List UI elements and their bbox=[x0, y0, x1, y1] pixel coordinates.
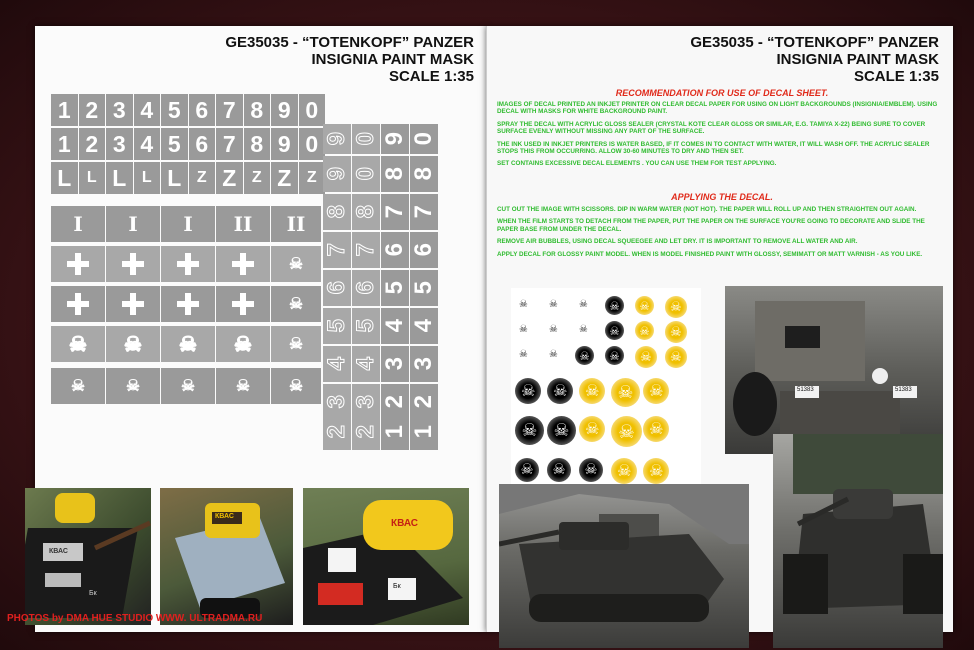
vertical-digit-cell bbox=[381, 156, 409, 192]
vertical-digit-cell bbox=[323, 270, 351, 306]
recommendation-title: RECOMMENDATION FOR USE OF DECAL SHEET. bbox=[615, 88, 829, 98]
skull-decal: ☠ bbox=[515, 378, 541, 404]
balkenkreuz-icon bbox=[122, 253, 144, 275]
skull-decal: ☠ bbox=[635, 346, 657, 368]
vertical-digit-cell bbox=[323, 232, 351, 268]
balkenkreuz-icon bbox=[232, 253, 254, 275]
mask-insignia-cell: II bbox=[216, 206, 270, 242]
vertical-digit: 6 bbox=[410, 243, 437, 257]
mask-digit: 1 bbox=[51, 128, 78, 160]
vertical-digit-cell bbox=[410, 270, 438, 306]
vertical-digit-cell bbox=[410, 124, 438, 154]
mask-letter: Z bbox=[244, 162, 271, 194]
vertical-digit-cell bbox=[381, 124, 409, 154]
vertical-digit: 4 bbox=[352, 357, 379, 371]
vertical-digit: 2 bbox=[410, 395, 437, 409]
photo-2-svg bbox=[160, 488, 293, 625]
vertical-digit: 8 bbox=[323, 205, 350, 219]
mask-digit: 0 bbox=[299, 94, 326, 126]
mask-insignia-cell: I bbox=[161, 206, 215, 242]
vertical-digit-cell bbox=[352, 194, 380, 230]
vertical-digit-cell bbox=[410, 194, 438, 230]
skull-mask-cell: ☠ bbox=[216, 368, 270, 404]
skull-decal: ☠ bbox=[643, 378, 669, 404]
mask-digit: 8 bbox=[244, 128, 271, 160]
mask-digit: 5 bbox=[161, 128, 188, 160]
balkenkreuz-icon bbox=[67, 293, 89, 315]
mask-letter: Z bbox=[189, 162, 216, 194]
balkenkreuz-icon bbox=[232, 293, 254, 315]
panther-tank-photo-left bbox=[499, 484, 749, 648]
applying-paragraph: REMOVE AIR BUBBLES, USING DECAL SQUEEGEE AND LET DRY. IT IS IMPORTANT TO REMOVE ALL WATER AND AIR. bbox=[497, 238, 858, 246]
mask-insignia-cell: II bbox=[271, 206, 321, 242]
vertical-digit: 3 bbox=[323, 395, 350, 409]
vertical-digit: 5 bbox=[352, 319, 379, 333]
vertical-digit-cell bbox=[410, 308, 438, 344]
vertical-digit: 8 bbox=[410, 167, 437, 181]
vertical-digit: 7 bbox=[410, 205, 437, 219]
skull-decal: ☠ bbox=[515, 416, 544, 445]
skull-decal: ☠ bbox=[575, 346, 594, 365]
skull-decal: ☠ bbox=[575, 296, 592, 313]
vertical-digit-cell bbox=[352, 270, 380, 306]
vertical-digit: 2 bbox=[381, 395, 408, 409]
vertical-digit-cell bbox=[352, 308, 380, 344]
photo-thumbnail-2 bbox=[160, 488, 293, 625]
vertical-digit: 0 bbox=[352, 132, 379, 146]
vertical-digit: 3 bbox=[352, 395, 379, 409]
skull-decal: ☠ bbox=[611, 416, 642, 447]
skull-decal: ☠ bbox=[665, 296, 687, 318]
mask-insignia-cell bbox=[216, 286, 270, 322]
skull-decal: ☠ bbox=[611, 378, 640, 407]
applying-paragraph: APPLY DECAL FOR GLOSSY PAINT MODEL. WHEN IS MODEL FINISHED PAINT WITH GLOSSY, SEMIMATT OR MATT VARNISH - AS YOU LIKE. bbox=[497, 250, 923, 258]
vertical-digit: 7 bbox=[381, 205, 408, 219]
skull-decal: ☠ bbox=[575, 321, 592, 338]
balkenkreuz-icon bbox=[67, 253, 89, 275]
skull-decal: ☠ bbox=[635, 296, 654, 315]
vertical-digit-cell bbox=[410, 346, 438, 382]
applying-paragraph: WHEN THE FILM STARTS TO DETACH FROM THE PAPER, PUT THE PAPER ON THE SURFACE YOU'RE GOING TO DECORATE AND SLIDE THE PAPER BASE FROM UNDER THE DECAL. bbox=[497, 218, 925, 233]
mask-digit: 4 bbox=[134, 94, 161, 126]
vertical-digit: 2 bbox=[352, 425, 379, 439]
title-line-2: INSIGNIA PAINT MASK bbox=[311, 51, 474, 68]
vertical-digit: 4 bbox=[381, 319, 408, 333]
skull-decal: ☠ bbox=[515, 346, 532, 363]
plate-label-1: 51383 bbox=[797, 387, 814, 393]
vertical-digit-cell bbox=[381, 308, 409, 344]
skull-decal: ☠ bbox=[547, 416, 576, 445]
recommendation-paragraph: THE INK USED IN INKJET PRINTERS IS WATER BASED, IF IT COMES IN TO CONTACT WITH WATER, IT WILL WASH OFF. THE ACRYLIC SEALER STOPS THIS FROM OCCURRING. ALLOW 30-60 MINUTES TO DRY AND THEN SET. bbox=[497, 140, 930, 156]
skull-decal: ☠ bbox=[515, 458, 539, 482]
applying-title: APPLYING THE DECAL. bbox=[671, 192, 773, 202]
vertical-digit-cell bbox=[352, 414, 380, 450]
mask-insignia-cell bbox=[51, 286, 105, 322]
mask-insignia-cell bbox=[51, 246, 105, 282]
mask-grid bbox=[51, 94, 481, 439]
plate-label-2: 51383 bbox=[895, 387, 912, 393]
title-line-1: GE35035 - “TOTENKOPF” PANZER bbox=[690, 34, 939, 51]
vertical-digit: 7 bbox=[323, 243, 350, 257]
photo-3-label-b: Бк bbox=[393, 583, 401, 590]
photo-thumbnail-1 bbox=[25, 488, 151, 625]
skull-decal: ☠ bbox=[665, 346, 687, 368]
vertical-digit: 6 bbox=[352, 281, 379, 295]
skull-mask-cell: ☠ bbox=[106, 326, 160, 362]
vertical-digit-cell bbox=[323, 414, 351, 450]
skull-mask-cell: ☠ bbox=[161, 368, 215, 404]
mask-digit: 4 bbox=[134, 128, 161, 160]
skull-decal: ☠ bbox=[515, 321, 532, 338]
mask-digit: 7 bbox=[216, 128, 243, 160]
vertical-digit: 6 bbox=[323, 281, 350, 295]
recommendation-paragraph: SPRAY THE DECAL WITH ACRYLIC GLOSS SEALER (CRYSTAL KOTE CLEAR GLOSS OR SIMILAR, E.G. TAMIYA X-22) BEING SURE TO COVER SURFACE EVENLY WITHOUT MISSING ANY PART OF THE SURFACE. bbox=[497, 120, 926, 136]
skull-icon: ☠ bbox=[271, 286, 321, 322]
skull-decal: ☠ bbox=[643, 416, 669, 442]
skull-decal: ☠ bbox=[579, 416, 605, 442]
skull-decal: ☠ bbox=[579, 458, 603, 482]
staff-car-svg bbox=[725, 286, 943, 454]
mask-insignia-cell bbox=[161, 286, 215, 322]
photo-1-label: КВАС bbox=[49, 548, 68, 555]
mask-digit: 9 bbox=[271, 94, 298, 126]
skull-icon: ☠ bbox=[271, 246, 321, 282]
recommendation-text bbox=[497, 101, 942, 173]
vertical-digit: 1 bbox=[410, 425, 437, 439]
mask-digit: 9 bbox=[271, 128, 298, 160]
staff-car-photo bbox=[725, 286, 943, 454]
balkenkreuz-icon bbox=[177, 293, 199, 315]
mask-digit: 6 bbox=[189, 128, 216, 160]
left-sheet-title bbox=[225, 34, 474, 85]
vertical-digit-cell bbox=[410, 156, 438, 192]
vertical-digit-cell bbox=[323, 156, 351, 192]
vertical-digit: 4 bbox=[410, 319, 437, 333]
vertical-digit: 4 bbox=[323, 357, 350, 371]
mask-insignia-cell bbox=[106, 286, 160, 322]
photo-3-svg bbox=[303, 488, 469, 625]
vertical-digit-cell bbox=[352, 232, 380, 268]
skull-mask-cell: ☠ bbox=[271, 326, 321, 362]
skull-decal: ☠ bbox=[545, 296, 562, 313]
photo-3-label: КВАС bbox=[391, 518, 419, 529]
mask-digit: 0 bbox=[299, 128, 326, 160]
mask-insignia-cell: I bbox=[106, 206, 160, 242]
panther-tank-photo-right bbox=[773, 434, 943, 648]
panther-left-svg bbox=[499, 484, 749, 648]
skull-mask-cell: ☠ bbox=[51, 326, 105, 362]
mask-letter: L bbox=[51, 162, 78, 194]
applying-text bbox=[497, 206, 942, 263]
vertical-digit: 5 bbox=[410, 281, 437, 295]
vertical-digit-cell bbox=[410, 232, 438, 268]
recommendation-paragraph: IMAGES OF DECAL PRINTED AN INKJET PRINTER ON CLEAR DECAL PAPER FOR USING ON LIGHT BACKGROUNDS (INSIGNIA/EMBLEM). USING DECAL WITH MASKS FOR WHITE BACKGROUND PAINT. bbox=[497, 101, 938, 116]
balkenkreuz-icon bbox=[122, 293, 144, 315]
title-line-3: SCALE 1:35 bbox=[388, 68, 474, 85]
vertical-digit: 9 bbox=[323, 132, 350, 146]
mask-insignia-cell bbox=[161, 246, 215, 282]
vertical-digit-cell bbox=[381, 414, 409, 450]
vertical-digit: 1 bbox=[381, 425, 408, 439]
skull-decal-sheet bbox=[511, 288, 701, 493]
title-line-1: GE35035 - “TOTENKOPF” PANZER bbox=[225, 34, 474, 51]
mask-digit: 3 bbox=[106, 128, 133, 160]
mask-letter: Z bbox=[216, 162, 243, 194]
skull-decal: ☠ bbox=[665, 321, 687, 343]
skull-decal: ☠ bbox=[547, 378, 573, 404]
photo-2-label: КВАС bbox=[215, 513, 234, 520]
balkenkreuz-icon bbox=[177, 253, 199, 275]
photo-credit-footer: PHOTOS by DMA HUE STUDIO WWW. ULTRADMA.RU bbox=[7, 613, 263, 624]
vertical-digit: 0 bbox=[352, 167, 379, 181]
mask-letter: L bbox=[106, 162, 133, 194]
mask-digit: 1 bbox=[51, 94, 78, 126]
skull-decal: ☠ bbox=[605, 296, 624, 315]
skull-decal: ☠ bbox=[579, 378, 605, 404]
vertical-digit-cell bbox=[410, 414, 438, 450]
right-sheet-title bbox=[690, 34, 939, 85]
recommendation-paragraph: SET CONTAINS EXCESSIVE DECAL ELEMENTS . YOU CAN USE THEM FOR TEST APPLYING. bbox=[497, 160, 777, 168]
mask-digit: 2 bbox=[79, 94, 106, 126]
vertical-digit-cell bbox=[381, 346, 409, 382]
skull-mask-cell: ☠ bbox=[161, 326, 215, 362]
mask-letter: L bbox=[134, 162, 161, 194]
vertical-digit-cell bbox=[323, 194, 351, 230]
skull-decal: ☠ bbox=[515, 296, 532, 313]
mask-digit: 3 bbox=[106, 94, 133, 126]
mask-letter: Z bbox=[271, 162, 298, 194]
mask-digit: 6 bbox=[189, 94, 216, 126]
vertical-digit-cell bbox=[381, 194, 409, 230]
vertical-digit-cell bbox=[381, 232, 409, 268]
mask-digit: 7 bbox=[216, 94, 243, 126]
skull-decal: ☠ bbox=[643, 458, 669, 484]
skull-decal: ☠ bbox=[547, 458, 571, 482]
applying-paragraph: CUT OUT THE IMAGE WITH SCISSORS. DIP IN WARM WATER (NOT HOT). THE PAPER WILL ROLL UP AND THEN STRAIGHTEN OUT AGAIN. bbox=[497, 206, 917, 213]
photo-1-label-b: Бк bbox=[89, 590, 97, 597]
mask-digit: 2 bbox=[79, 128, 106, 160]
skull-decal: ☠ bbox=[545, 346, 562, 363]
photo-thumbnail-3 bbox=[303, 488, 469, 625]
decal-instruction-sheet bbox=[486, 26, 953, 632]
vertical-digit-cell bbox=[352, 124, 380, 154]
skull-decal: ☠ bbox=[605, 321, 624, 340]
title-line-2: INSIGNIA PAINT MASK bbox=[776, 51, 939, 68]
skull-decal: ☠ bbox=[635, 321, 654, 340]
mask-digit: 8 bbox=[244, 94, 271, 126]
panther-right-svg bbox=[773, 434, 943, 648]
vertical-digit-cell bbox=[323, 346, 351, 382]
vertical-digit: 7 bbox=[352, 243, 379, 257]
title-line-3: SCALE 1:35 bbox=[853, 68, 939, 85]
skull-decal: ☠ bbox=[545, 321, 562, 338]
mask-digit: 5 bbox=[161, 94, 188, 126]
photo-1-svg bbox=[25, 488, 151, 625]
vertical-digit: 9 bbox=[381, 132, 408, 146]
mask-insignia-cell bbox=[216, 246, 270, 282]
vertical-digit: 9 bbox=[323, 167, 350, 181]
vertical-digit-cell bbox=[352, 346, 380, 382]
skull-decal: ☠ bbox=[605, 346, 624, 365]
vertical-digit: 3 bbox=[381, 357, 408, 371]
mask-letter: L bbox=[79, 162, 106, 194]
vertical-digit: 2 bbox=[323, 425, 350, 439]
vertical-digit: 8 bbox=[352, 205, 379, 219]
paint-mask-sheet bbox=[7, 26, 486, 632]
mask-letter: L bbox=[161, 162, 188, 194]
skull-mask-cell: ☠ bbox=[216, 326, 270, 362]
vertical-digit: 0 bbox=[410, 132, 437, 146]
vertical-digit-cell bbox=[323, 308, 351, 344]
mask-letter: Z bbox=[299, 162, 326, 194]
vertical-digit: 8 bbox=[381, 167, 408, 181]
vertical-digit-cell bbox=[352, 156, 380, 192]
vertical-digit: 5 bbox=[381, 281, 408, 295]
vertical-digit: 6 bbox=[381, 243, 408, 257]
mask-insignia-cell: I bbox=[51, 206, 105, 242]
skull-mask-cell: ☠ bbox=[106, 368, 160, 404]
vertical-digit: 3 bbox=[410, 357, 437, 371]
mask-insignia-cell bbox=[106, 246, 160, 282]
vertical-digit-cell bbox=[323, 124, 351, 154]
skull-decal: ☠ bbox=[611, 458, 637, 484]
vertical-digit-cell bbox=[381, 270, 409, 306]
skull-mask-cell: ☠ bbox=[51, 368, 105, 404]
skull-mask-cell: ☠ bbox=[271, 368, 321, 404]
vertical-digit: 5 bbox=[323, 319, 350, 333]
